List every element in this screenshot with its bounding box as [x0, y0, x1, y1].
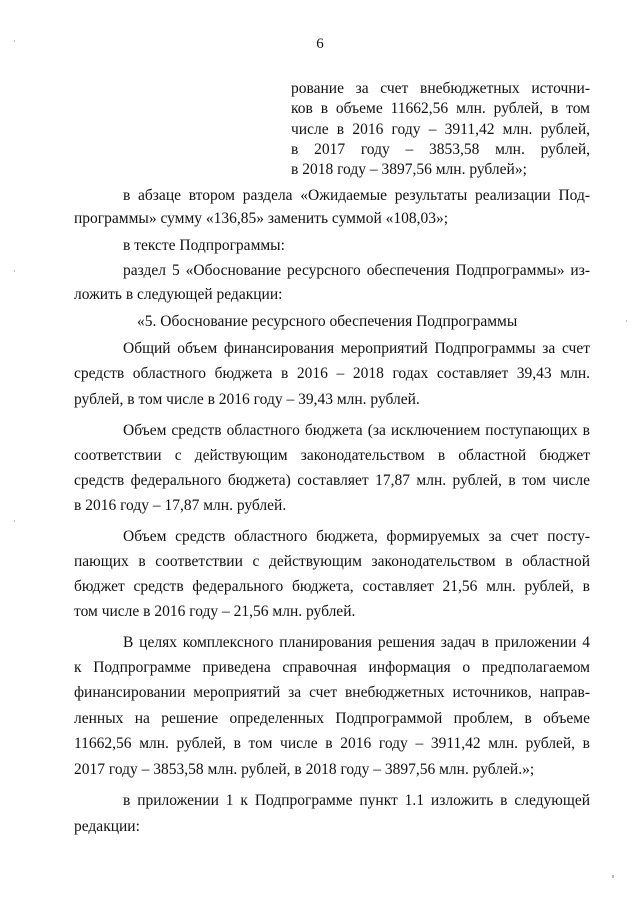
regional-line-4: в 2016 году – 17,87 млн. рублей. — [74, 497, 287, 514]
continuation-line-4: в 2017 году – 3853,58 млн. рублей, — [291, 141, 590, 158]
text-intro-line: в тексте Подпрограммы: — [123, 237, 285, 254]
appendix-line-1: в приложении 1 к Подпрограмме пункт 1.1 изложить в следующей — [123, 792, 590, 809]
total-line-2: средств областного бюджета в 2016 – 2018 годах составляет 39,43 млн. — [74, 365, 590, 382]
section-heading: «5. Обоснование ресурсного обеспечения Подпрограммы — [137, 313, 518, 330]
planning-line-1: В целях комплексного планирования решения задач в приложении 4 — [123, 634, 590, 651]
scan-mark — [14, 40, 15, 42]
appendix-line-2: редакции: — [74, 818, 140, 835]
scan-mark — [612, 875, 614, 878]
section5-intro-line-2: ложить в следующей редакции: — [74, 286, 283, 303]
scan-mark — [626, 320, 627, 322]
federal-line-1: Объем средств областного бюджета, формируемых за счет посту- — [123, 528, 590, 545]
expected-results-line-2: программы» сумму «136,85» заменить суммой «108,03»; — [74, 210, 449, 227]
continuation-line-1: рование за счет внебюджетных источни- — [291, 80, 590, 97]
total-line-1: Общий объем финансирования мероприятий Подпрограммы за счет — [123, 340, 590, 357]
planning-line-2: к Подпрограмме приведена справочная информация о предполагаемом — [74, 659, 590, 676]
page-number: 6 — [316, 36, 324, 52]
planning-line-4: ленных на решение определенных Подпрограммой проблем, в объеме — [74, 710, 590, 727]
federal-line-2: пающих в соответствии с действующим законодательством в областной — [74, 553, 590, 570]
federal-line-4: том числе в 2016 году – 21,56 млн. рублей. — [74, 603, 356, 620]
planning-line-5: 11662,56 млн. рублей, в том числе в 2016 году – 3911,42 млн. рублей, в — [74, 735, 590, 752]
planning-line-3: финансировании мероприятий за счет внебюджетных источников, направ- — [74, 684, 590, 701]
continuation-line-5: в 2018 году – 3897,56 млн. рублей»; — [291, 161, 527, 178]
total-line-3: рублей, в том числе в 2016 году – 39,43 млн. рублей. — [74, 391, 420, 408]
regional-line-1: Объем средств областного бюджета (за исключением поступающих в — [123, 422, 590, 439]
federal-line-3: бюджет средств федерального бюджета, составляет 21,56 млн. рублей, в — [74, 578, 590, 595]
section5-intro-line-1: раздел 5 «Обоснование ресурсного обеспечения Подпрограммы» из- — [123, 262, 590, 279]
planning-line-6: 2017 году – 3853,58 млн. рублей, в 2018 году – 3897,56 млн. рублей.»; — [74, 761, 535, 778]
regional-line-2: соответствии с действующим законодательством в областной бюджет — [74, 447, 590, 464]
continuation-line-2: ков в объеме 11662,56 млн. рублей, в том — [291, 100, 590, 117]
continuation-line-3: числе в 2016 году – 3911,42 млн. рублей, — [291, 121, 590, 138]
scan-mark — [14, 520, 15, 522]
regional-line-3: средств федерального бюджета) составляет 17,87 млн. рублей, в том числе — [74, 472, 590, 489]
scan-mark — [14, 270, 15, 272]
expected-results-line-1: в абзаце втором раздела «Ожидаемые результаты реализации Под- — [123, 187, 590, 204]
